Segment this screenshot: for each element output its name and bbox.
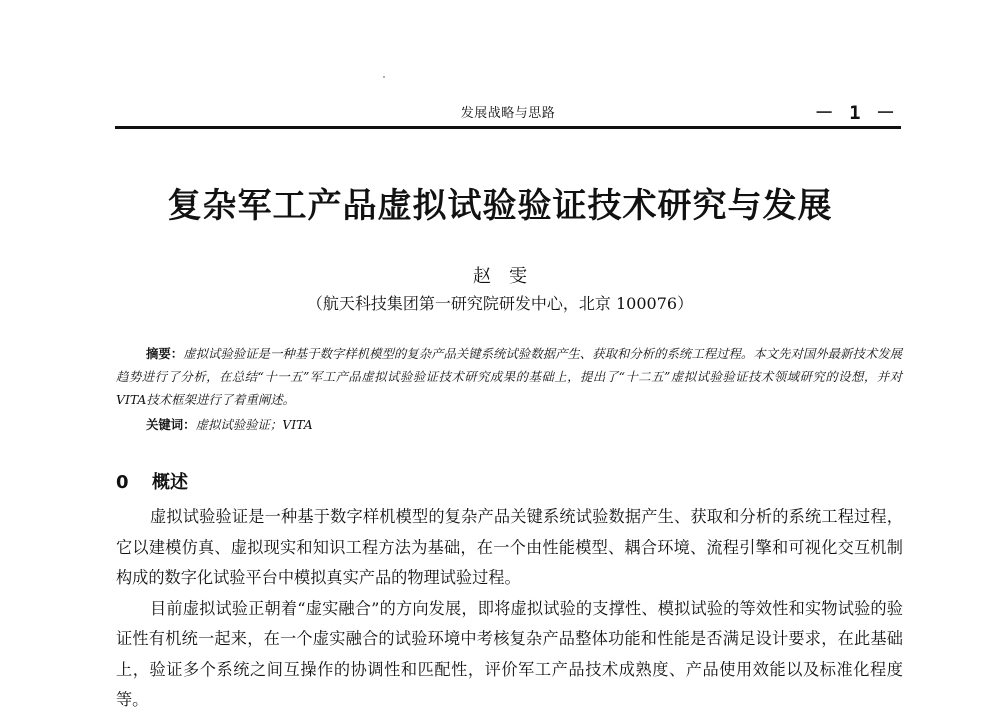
abstract [116,342,902,411]
body-text [116,502,903,716]
abstract-label: 摘要： [146,346,184,361]
section-title: 概述 [152,472,188,493]
body-paragraph: 目前虚拟试验正朝着“虚实融合”的方向发展，即将虚拟试验的支撑性、模拟试验的等效性和实物试验的验证性有机统一起来，在一个虚实融合的试验环境中考核复杂产品整体功能和性能是否满足设计要求，在此基础上，验证多个系统之间互操作的协调性和匹配性，评价军工产品技术成熟度、产品使用效能以及标准化程度等。 [116,598,903,709]
running-title: 发展战略与思路 [460,106,556,121]
abstract-text: 虚拟试验验证是一种基于数字样机模型的复杂产品关键系统试验数据产生、获取和分析的系统工程过程。本文先对国外最新技术发展趋势进行了分析，在总结“十一五”军工产品虚拟试验验证技术研究成果的基础上，提出了“十二五”虚拟试验验证技术领域研究的设想，并对VITA技术框架进行了着重阐述。 [116,346,903,407]
keywords [146,415,313,433]
body-paragraph: 虚拟试验验证是一种基于数字样机模型的复杂产品关键系统试验数据产生、获取和分析的系统工程过程，它以建模仿真、虚拟现实和知识工程方法为基础，在一个由性能模型、耦合环境、流程引擎和可视化交互机制构成的数字化试验平台中模拟真实产品的物理试验过程。 [116,507,903,587]
header-rule [115,126,901,129]
page-number: － 1 － [814,102,897,124]
running-header [115,100,901,124]
keywords-text: 虚拟试验验证；VITA [195,417,313,432]
keywords-label: 关键词： [146,417,196,432]
author-affiliation: （航天科技集团第一研究院研发中心，北京 100076） [306,294,694,313]
abstract-paragraph [116,342,902,411]
scan-speck [383,76,385,78]
section-heading [116,468,188,494]
author-name: 赵雯 [473,266,545,287]
section-number: 0 [116,472,129,493]
article-title: 复杂军工产品虚拟试验验证技术研究与发展 [167,186,833,226]
